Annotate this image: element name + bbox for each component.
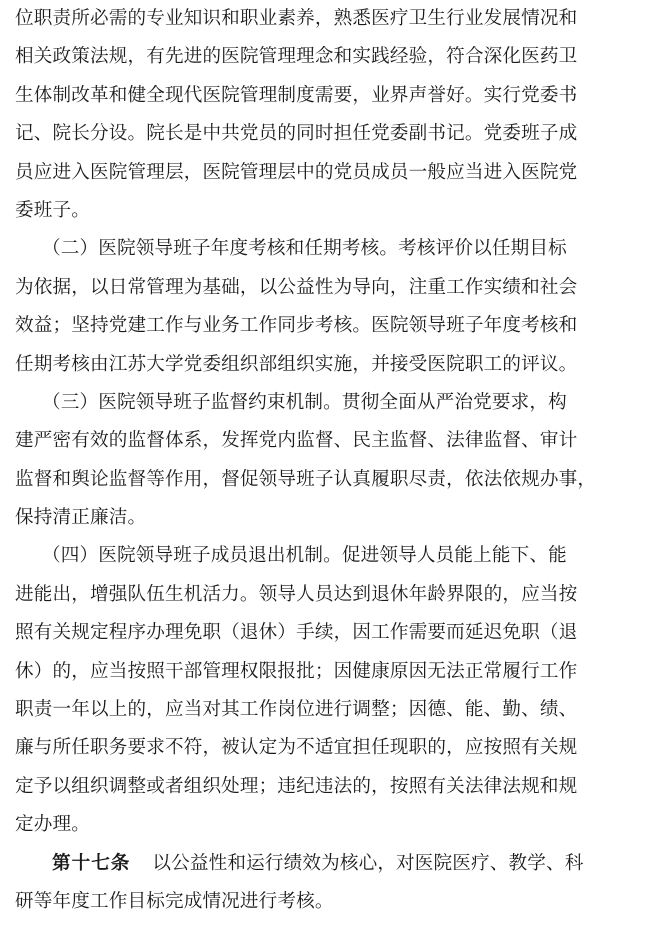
text-line: 休）的，应当按照干部管理权限报批；因健康原因无法正常履行工作 <box>15 660 578 682</box>
text-line: 效益；坚持党建工作与业务工作同步考核。医院领导班子年度考核和 <box>15 315 578 337</box>
text-line: （四）医院领导班子成员退出机制。促进领导人员能上能下、能 <box>42 545 567 567</box>
article-17 <box>12 845 640 922</box>
text-line: 为依据，以日常管理为基础，以公益性为导向，注重工作实绩和社会 <box>15 276 578 298</box>
text-line: 生体制改革和健全现代医院管理制度需要，业界声誉好。实行党委书 <box>15 84 578 106</box>
paragraph-supervision <box>12 384 640 538</box>
article-text: 以公益性和运行绩效为核心，对医院医疗、教学、科 <box>152 852 584 874</box>
document-page <box>12 0 640 921</box>
text-line: 定办理。 <box>15 814 90 836</box>
text-line: 任期考核由江苏大学党委组织部组织实施，并接受医院职工的评议。 <box>15 353 578 375</box>
text-line: 照有关规定程序办理免职（退休）手续，因工作需要而延迟免职（退 <box>15 622 578 644</box>
text-line: （二）医院领导班子年度考核和任期考核。考核评价以任期目标 <box>42 238 567 260</box>
text-line: （三）医院领导班子监督约束机制。贯彻全面从严治党要求，构 <box>42 391 567 413</box>
text-line: 相关政策法规，有先进的医院管理理念和实践经验，符合深化医药卫 <box>15 46 578 68</box>
paragraph-annual-assessment <box>12 230 640 384</box>
text-line: 位职责所必需的专业知识和职业素养，熟悉医疗卫生行业发展情况和 <box>15 8 578 29</box>
paragraph-continuation <box>12 0 640 230</box>
text-line: 员应进入医院管理层，医院管理层中的党员成员一般应当进入医院党 <box>15 161 578 183</box>
text-line: 研等年度工作目标完成情况进行考核。 <box>15 890 334 912</box>
text-line: 职责一年以上的，应当对其工作岗位进行调整；因德、能、勤、绩、 <box>15 699 578 721</box>
text-line: 进能出，增强队伍生机活力。领导人员达到退休年龄界限的，应当按 <box>15 583 578 605</box>
paragraph-exit-mechanism <box>12 537 640 844</box>
text-line: 保持清正廉洁。 <box>15 507 147 529</box>
article-first-line <box>12 845 640 883</box>
text-line: 建严密有效的监督体系，发挥党内监督、民主监督、法律监督、审计 <box>15 430 578 452</box>
text-line: 廉与所任职务要求不符，被认定为不适宜担任现职的，应按照有关规 <box>15 737 578 759</box>
text-line: 监督和舆论监督等作用，督促领导班子认真履职尽责，依法依规办事， <box>15 468 597 490</box>
text-line: 定予以组织调整或者组织处理；违纪违法的，按照有关法律法规和规 <box>15 775 578 797</box>
text-line: 委班子。 <box>15 199 90 221</box>
text-line: 记、院长分设。院长是中共党员的同时担任党委副书记。党委班子成 <box>15 123 578 145</box>
article-number: 第十七条 <box>52 852 131 874</box>
